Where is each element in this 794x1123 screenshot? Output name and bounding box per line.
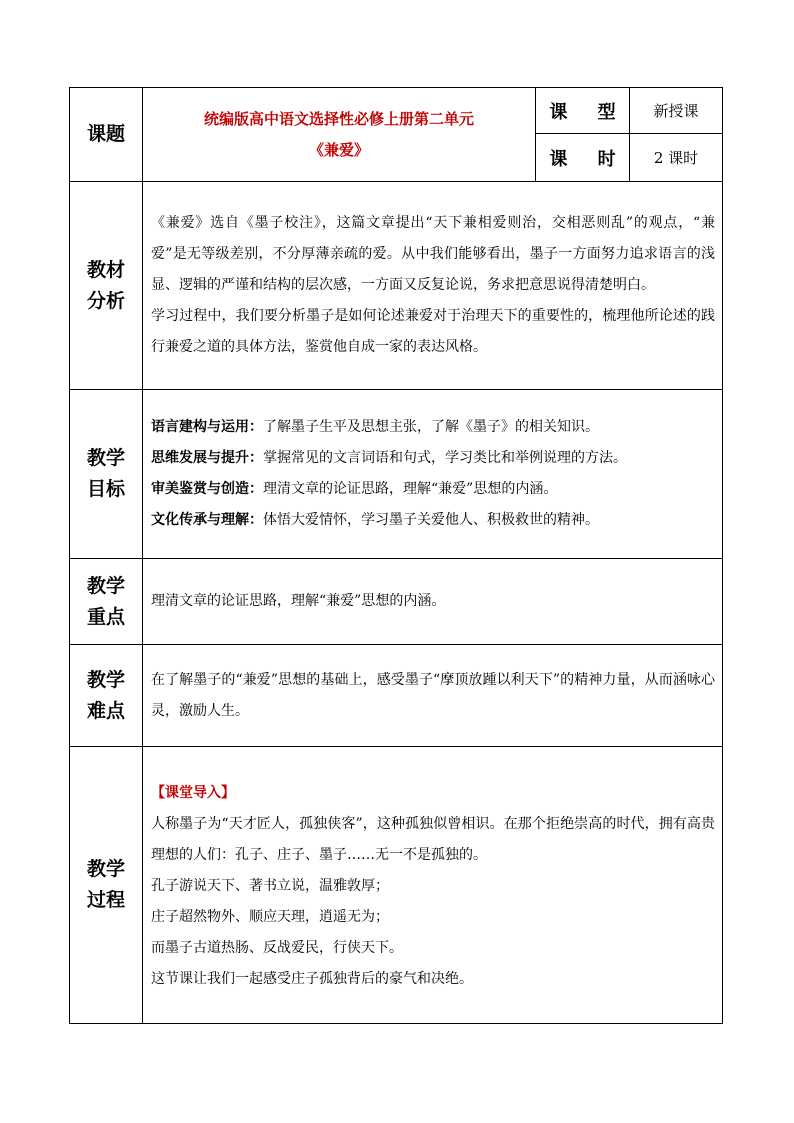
goal-text: 体悟大爱情怀，学习墨子关爱他人、积极救世的精神。	[263, 512, 599, 528]
analysis-label	[70, 182, 143, 390]
analysis-content	[143, 182, 723, 390]
process-label-line-1: 教学	[86, 858, 125, 880]
goal-text: 理清文章的论证思路，理解“兼爱”思想的内涵。	[263, 481, 558, 497]
process-section-heading: 【课堂导入】	[151, 785, 235, 801]
analysis-paragraph-1: 《兼爱》选自《墨子校注》，这篇文章提出“天下兼相爱则治，交相恶则乱”的观点，“兼爱”是无等级差别，不分厚薄亲疏的爱。从中我们能够看出，墨子一方面努力追求语言的浅显、逻辑的严谨和结构的层次感，一方面又反复论说，务求把意思说得清楚明白。	[151, 215, 715, 293]
title-line-1: 统编版高中语文选择性必修上册第二单元	[203, 109, 474, 128]
goal-item	[151, 505, 715, 536]
analysis-label-line-2: 分析	[86, 289, 125, 312]
focus-label	[70, 559, 143, 645]
goal-heading: 审美鉴赏与创造：	[151, 481, 263, 497]
goal-heading: 语言建构与运用：	[151, 419, 263, 435]
process-line: 这节课让我们一起感受庄子孤独背后的豪气和决绝。	[151, 971, 473, 987]
lesson-plan-table	[69, 87, 723, 1024]
goal-item	[151, 412, 715, 443]
analysis-paragraph-2: 学习过程中，我们要分析墨子是如何论述兼爱对于治理天下的重要性的，梳理他所论述的践行兼爱之道的具体方法，鉴赏他自成一家的表达风格。	[151, 308, 715, 355]
difficulty-label	[70, 645, 143, 747]
topic-label-text: 课题	[86, 123, 125, 145]
lesson-title	[143, 88, 536, 182]
goal-item	[151, 474, 715, 505]
goal-text: 了解墨子生平及思想主张，了解《墨子》的相关知识。	[263, 419, 599, 435]
goals-label-line-1: 教学	[86, 447, 125, 469]
process-line: 人称墨子为“天才匠人，孤独侠客”，这种孤独似曾相识。在那个拒绝崇高的时代，拥有高贵理想的人们：孔子、庄子、墨子……无一不是孤独的。	[151, 816, 715, 863]
goal-text: 掌握常见的文言词语和句式，学习类比和举例说理的方法。	[263, 450, 627, 466]
difficulty-text: 在了解墨子的“兼爱”思想的基础上，感受墨子“摩顶放踵以利天下”的精神力量，从而涵咏心灵，激励人生。	[151, 671, 715, 719]
title-line-2: 《兼爱》	[308, 140, 369, 159]
topic-label	[70, 88, 143, 182]
focus-label-line-1: 教学	[86, 574, 125, 597]
goal-heading: 文化传承与理解：	[151, 512, 263, 528]
process-label-line-2: 过程	[86, 889, 125, 911]
process-line: 而墨子古道热肠、反战爱民，行侠天下。	[151, 940, 403, 956]
lesson-type-label: 课 型	[536, 88, 630, 134]
goal-item	[151, 443, 715, 474]
process-content	[143, 747, 723, 1024]
lesson-type-value: 新授课	[630, 88, 723, 134]
lesson-hours-label: 课 时	[536, 134, 630, 182]
focus-content	[143, 559, 723, 645]
focus-label-line-2: 重点	[86, 605, 125, 628]
difficulty-label-line-1: 教学	[86, 668, 125, 691]
difficulty-content	[143, 645, 723, 747]
focus-text: 理清文章的论证思路，理解“兼爱”思想的内涵。	[151, 593, 446, 609]
lesson-hours-value: 2 课时	[630, 134, 723, 182]
goal-heading: 思维发展与提升：	[151, 450, 263, 466]
process-label	[70, 747, 143, 1024]
goals-label	[70, 390, 143, 559]
goals-label-line-2: 目标	[86, 478, 125, 500]
difficulty-label-line-2: 难点	[86, 699, 125, 722]
goals-content	[143, 390, 723, 559]
analysis-label-line-1: 教材	[86, 258, 125, 281]
process-line: 庄子超然物外、顺应天理，逍遥无为；	[151, 909, 389, 925]
process-line: 孔子游说天下、著书立说，温雅敦厚；	[151, 878, 389, 894]
